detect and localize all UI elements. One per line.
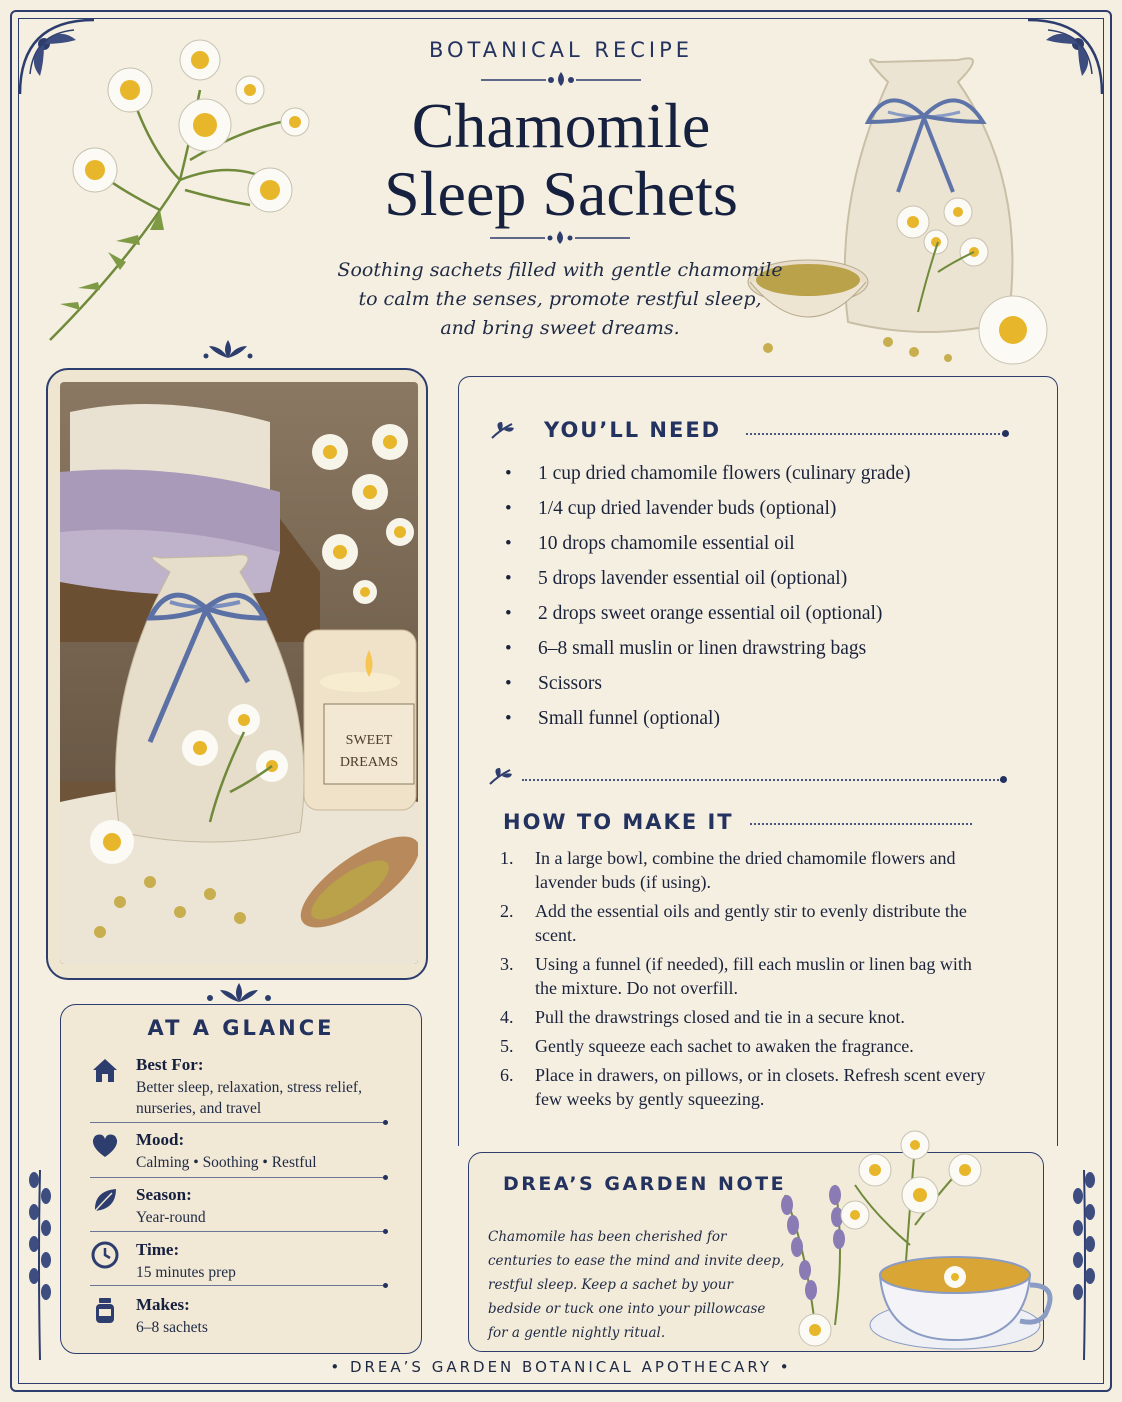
subtitle-line: to calm the senses, promote restful sleep, — [358, 288, 762, 310]
list-item: • 1/4 cup dried lavender buds (optional) — [505, 498, 1025, 533]
clock-icon — [90, 1240, 120, 1270]
list-item: • 2 drops sweet orange essential oil (optional) — [505, 603, 1025, 638]
sprig-icon — [488, 418, 518, 442]
title-line-2: Sleep Sachets — [384, 158, 738, 229]
divider-dot — [1000, 776, 1007, 783]
leaf-icon — [90, 1185, 120, 1215]
list-item: • 10 drops chamomile essential oil — [505, 533, 1025, 568]
step-text: Add the essential oils and gently stir to evenly distribute the scent. — [535, 901, 967, 945]
glance-value: Year-round — [136, 1209, 206, 1226]
divider-dot — [383, 1120, 388, 1125]
step-item — [500, 1005, 990, 1029]
footer-brand: • DREA’S GARDEN BOTANICAL APOTHECARY • — [330, 1358, 792, 1376]
page-eyebrow: BOTANICAL RECIPE — [428, 38, 694, 62]
step-item — [500, 899, 990, 947]
heart-icon — [90, 1130, 120, 1160]
subtitle-line: Soothing sachets filled with gentle chamomile — [337, 259, 783, 281]
divider — [90, 1122, 386, 1123]
glance-label: Mood: — [136, 1130, 185, 1149]
page-title — [0, 92, 1122, 228]
dotted-divider — [746, 433, 1004, 435]
how-to-make-heading: HOW TO MAKE IT — [503, 810, 734, 834]
list-item: • 1 cup dried chamomile flowers (culinary grade) — [505, 463, 1025, 498]
sachet-photo — [60, 382, 418, 964]
divider-dot — [1002, 430, 1009, 437]
jar-icon — [90, 1295, 120, 1325]
subtitle-line: and bring sweet dreams. — [440, 317, 680, 339]
list-item: • 5 drops lavender essential oil (optional) — [505, 568, 1025, 603]
garden-note-title: DREA’S GARDEN NOTE — [503, 1173, 787, 1195]
list-item: • Small funnel (optional) — [505, 708, 1025, 743]
divider — [90, 1177, 386, 1178]
divider — [90, 1285, 386, 1286]
divider-ornament-icon — [481, 70, 641, 90]
divider-dot — [383, 1229, 388, 1234]
divider-dot — [383, 1283, 388, 1288]
divider-dot — [383, 1175, 388, 1180]
dotted-divider — [750, 823, 972, 825]
step-item — [500, 1063, 990, 1111]
glance-label: Makes: — [136, 1295, 190, 1314]
step-number: 5. — [500, 1036, 514, 1056]
step-number: 2. — [500, 901, 514, 921]
steps-list — [500, 846, 990, 1116]
glance-value: 6–8 sachets — [136, 1319, 208, 1336]
page-subtitle — [300, 256, 820, 343]
candle-label-line-1: SWEET — [345, 733, 393, 748]
lavender-sprig-icon — [20, 1160, 60, 1360]
title-line-1: Chamomile — [411, 90, 711, 161]
glance-title: AT A GLANCE — [147, 1016, 335, 1040]
step-number: 1. — [500, 848, 514, 868]
step-number: 4. — [500, 1007, 514, 1027]
dotted-divider — [522, 779, 1002, 781]
step-number: 6. — [500, 1065, 514, 1085]
glance-label: Season: — [136, 1185, 192, 1204]
step-item — [500, 952, 990, 1000]
glance-value: Calming • Soothing • Restful — [136, 1154, 317, 1171]
step-text: Using a funnel (if needed), fill each muslin or linen bag with the mixture. Do not overfill. — [535, 954, 972, 998]
lotus-ornament-icon — [204, 980, 274, 1006]
list-item: • 6–8 small muslin or linen drawstring bags — [505, 638, 1025, 673]
sprig-icon — [486, 764, 516, 788]
glance-label: Best For: — [136, 1055, 204, 1074]
garden-note-text: Chamomile has been cherished for centuries to ease the mind and invite deep, restful sleep. Keep a sachet by your bedside or tuck one into your pillowcase for a gentle nightly ritual. — [488, 1229, 785, 1341]
list-item: • Scissors — [505, 673, 1025, 708]
glance-value: 15 minutes prep — [136, 1264, 236, 1281]
you-will-need-heading: YOU’LL NEED — [544, 418, 722, 442]
ingredient-list — [505, 463, 1025, 743]
glance-label: Time: — [136, 1240, 180, 1259]
step-text: Gently squeeze each sachet to awaken the fragrance. — [535, 1036, 914, 1056]
step-text: Place in drawers, on pillows, or in closets. Refresh scent every few weeks by gently squeezing. — [535, 1065, 986, 1109]
step-text: In a large bowl, combine the dried chamomile flowers and lavender buds (if using). — [535, 848, 956, 892]
lotus-ornament-icon — [203, 338, 253, 360]
step-item — [500, 846, 990, 894]
candle-label-line-2: DREAMS — [339, 755, 399, 770]
glance-value: Better sleep, relaxation, stress relief, nurseries, and travel — [136, 1079, 362, 1117]
step-number: 3. — [500, 954, 514, 974]
step-item — [500, 1034, 990, 1058]
house-icon — [90, 1055, 120, 1085]
divider — [90, 1231, 386, 1232]
lavender-sprig-icon — [1064, 1160, 1104, 1360]
divider-ornament-icon — [490, 230, 630, 246]
teacup-lavender-illustration — [775, 1125, 1075, 1365]
step-text: Pull the drawstrings closed and tie in a secure knot. — [535, 1007, 905, 1027]
